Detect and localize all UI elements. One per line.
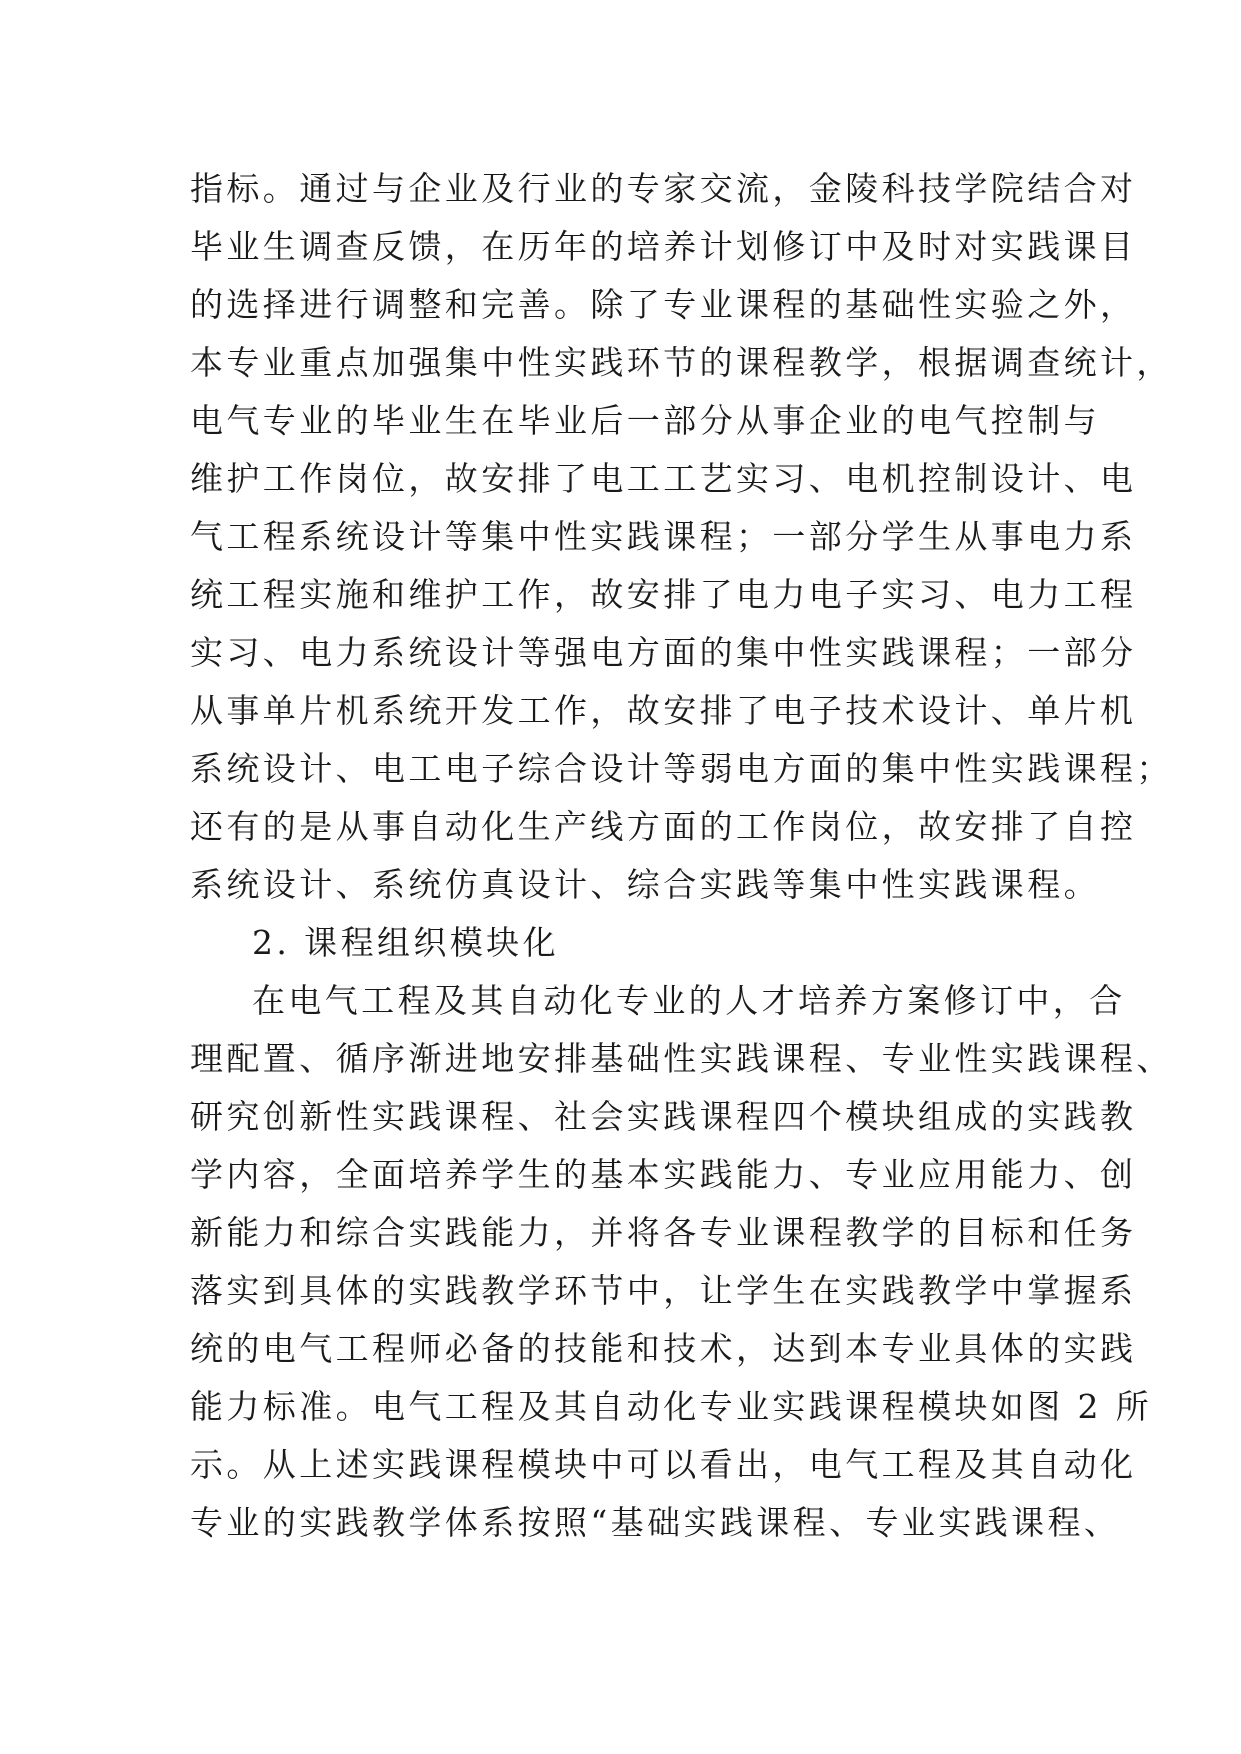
text-line: 研究创新性实践课程、社会实践课程四个模块组成的实践教 — [190, 1097, 1137, 1136]
paragraph-first-line: 在电气工程及其自动化专业的人才培养方案修订中，合 — [252, 981, 1126, 1020]
text-line: 气工程系统设计等集中性实践课程；一部分学生从事电力系 — [190, 517, 1137, 556]
text-line: 专业的实践教学体系按照“基础实践课程、专业实践课程、 — [190, 1503, 1121, 1542]
text-line: 实习、电力系统设计等强电方面的集中性实践课程；一部分 — [190, 633, 1137, 672]
text-line: 系统设计、电工电子综合设计等弱电方面的集中性实践课程； — [190, 749, 1173, 788]
text-line: 指标。通过与企业及行业的专家交流，金陵科技学院结合对 — [190, 169, 1137, 208]
text-line: 落实到具体的实践教学环节中，让学生在实践教学中掌握系 — [190, 1271, 1137, 1310]
text-line: 示。从上述实践课程模块中可以看出，电气工程及其自动化 — [190, 1445, 1137, 1484]
text-line: 系统设计、系统仿真设计、综合实践等集中性实践课程。 — [190, 865, 1100, 904]
text-line: 能力标准。电气工程及其自动化专业实践课程模块如图 2 所 — [190, 1387, 1153, 1426]
text-line: 统工程实施和维护工作，故安排了电力电子实习、电力工程 — [190, 575, 1137, 614]
body-text — [190, 160, 1173, 1552]
text-line: 学内容，全面培养学生的基本实践能力、专业应用能力、创 — [190, 1155, 1137, 1194]
text-line: 的选择进行调整和完善。除了专业课程的基础性实验之外， — [190, 285, 1137, 324]
text-line: 维护工作岗位，故安排了电工工艺实习、电机控制设计、电 — [190, 459, 1137, 498]
text-line: 毕业生调查反馈，在历年的培养计划修订中及时对实践课目 — [190, 227, 1137, 266]
section-heading: 2. 课程组织模块化 — [252, 923, 559, 962]
text-line: 新能力和综合实践能力，并将各专业课程教学的目标和任务 — [190, 1213, 1137, 1252]
text-line: 电气专业的毕业生在毕业后一部分从事企业的电气控制与 — [190, 401, 1100, 440]
text-line: 理配置、循序渐进地安排基础性实践课程、专业性实践课程、 — [190, 1039, 1173, 1078]
text-line: 从事单片机系统开发工作，故安排了电子技术设计、单片机 — [190, 691, 1137, 730]
text-line: 统的电气工程师必备的技能和技术，达到本专业具体的实践 — [190, 1329, 1137, 1368]
text-line: 还有的是从事自动化生产线方面的工作岗位，故安排了自控 — [190, 807, 1137, 846]
text-line: 本专业重点加强集中性实践环节的课程教学，根据调查统计， — [190, 343, 1173, 382]
